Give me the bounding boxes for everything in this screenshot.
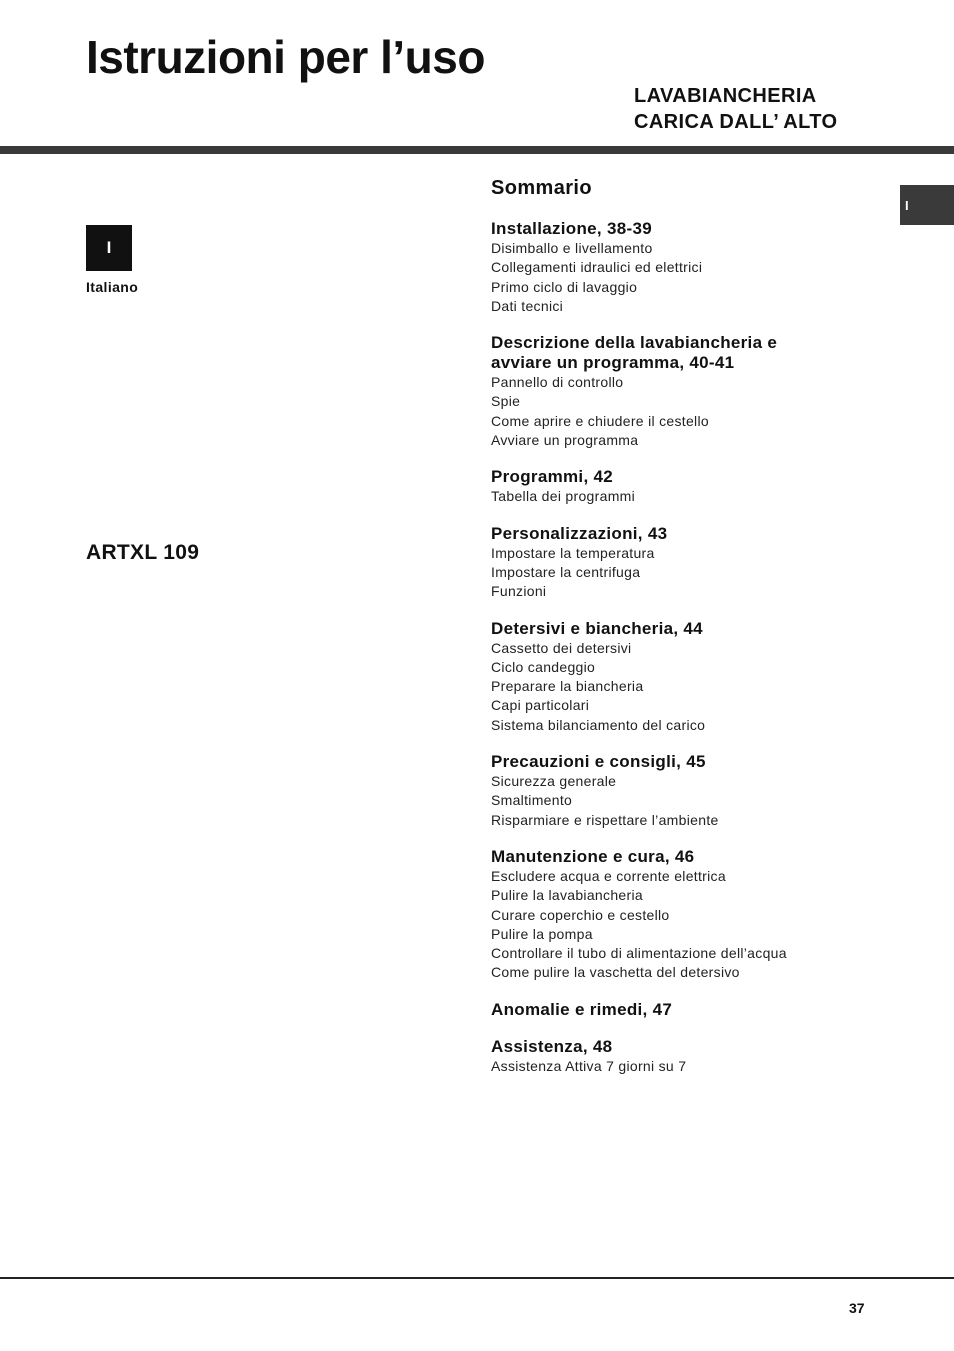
toc-section-title[interactable]: Precauzioni e consigli, 45	[491, 752, 706, 772]
toc-section-title[interactable]: Descrizione della lavabiancheria e avviare un programma, 40-41	[491, 333, 778, 373]
toc-heading: Sommario	[491, 177, 593, 199]
toc-item-list	[491, 772, 891, 830]
toc-section-title[interactable]: Manutenzione e cura, 46	[491, 846, 695, 866]
toc-item[interactable]: Pulire la pompa	[491, 925, 593, 942]
toc-section-title[interactable]: Installazione, 38-39	[491, 219, 652, 238]
toc-section-title[interactable]: Detersivi e biancheria, 44	[491, 618, 703, 638]
footer-divider	[0, 1277, 954, 1279]
toc-section	[491, 847, 891, 983]
toc-item[interactable]: Pannello di controllo	[491, 374, 624, 391]
toc-item[interactable]: Curare coperchio e cestello	[491, 906, 670, 923]
toc-item-list	[491, 544, 891, 602]
toc-section-title[interactable]: Personalizzazioni, 43	[491, 523, 668, 543]
toc-item[interactable]: Funzioni	[491, 583, 547, 600]
toc-item[interactable]: Avviare un programma	[491, 432, 639, 449]
toc-item[interactable]: Spie	[491, 393, 521, 410]
toc-item[interactable]: Primo ciclo di lavaggio	[491, 278, 638, 295]
product-subtitle	[634, 83, 837, 135]
toc-item-list	[491, 867, 891, 983]
toc-item[interactable]: Assistenza Attiva 7 giorni su 7	[491, 1057, 687, 1074]
toc-item[interactable]: Impostare la centrifuga	[491, 563, 641, 580]
toc-section	[491, 1037, 891, 1076]
toc-item-list	[491, 639, 891, 735]
toc-item[interactable]: Dati tecnici	[491, 297, 564, 314]
toc-section	[491, 524, 891, 602]
toc-item-list	[491, 373, 891, 450]
toc-item[interactable]: Capi particolari	[491, 697, 590, 714]
toc-item[interactable]: Sicurezza generale	[491, 773, 617, 790]
toc-section	[491, 619, 891, 735]
header-divider	[0, 146, 954, 154]
toc-item[interactable]: Risparmiare e rispettare l’ambiente	[491, 811, 719, 828]
toc-item[interactable]: Cassetto dei detersivi	[491, 639, 632, 656]
language-badge: I	[86, 225, 132, 271]
subtitle-line-1: LAVABIANCHERIA	[634, 85, 817, 107]
toc-item[interactable]: Impostare la temperatura	[491, 544, 655, 561]
toc-section-title[interactable]: Programmi, 42	[491, 467, 614, 487]
toc-item[interactable]: Sistema bilanciamento del carico	[491, 716, 706, 733]
toc-section	[491, 752, 891, 830]
toc-item-list	[491, 239, 891, 316]
toc-sections	[491, 219, 891, 1076]
model-name: ARTXL 109	[86, 541, 200, 564]
toc-item[interactable]: Come aprire e chiudere il cestello	[491, 412, 709, 429]
language-label: Italiano	[86, 279, 139, 295]
toc-item[interactable]: Preparare la biancheria	[491, 678, 644, 695]
toc-item[interactable]: Tabella dei programmi	[491, 488, 636, 505]
toc-item-list	[491, 487, 891, 506]
language-side-tab: I	[900, 185, 954, 225]
toc-section	[491, 467, 891, 506]
toc-item[interactable]: Smaltimento	[491, 792, 573, 809]
toc-item[interactable]: Come pulire la vaschetta del detersivo	[491, 964, 740, 981]
toc-item[interactable]: Escludere acqua e corrente elettrica	[491, 867, 726, 884]
page-title: Istruzioni per l’uso	[86, 31, 485, 83]
toc-item-list	[491, 1057, 891, 1076]
toc-section-title[interactable]: Assistenza, 48	[491, 1036, 613, 1056]
toc-item[interactable]: Ciclo candeggio	[491, 658, 596, 675]
toc-item[interactable]: Controllare il tubo di alimentazione dell’acqua	[491, 945, 787, 962]
table-of-contents	[491, 174, 891, 1093]
toc-item[interactable]: Disimballo e livellamento	[491, 240, 653, 256]
page-number: 37	[849, 1300, 865, 1316]
subtitle-line-2: CARICA DALL’ ALTO	[634, 111, 838, 133]
toc-section	[491, 1000, 891, 1020]
toc-item[interactable]: Pulire la lavabiancheria	[491, 887, 643, 904]
toc-section-title[interactable]: Anomalie e rimedi, 47	[491, 999, 673, 1019]
toc-section	[491, 333, 891, 450]
toc-item[interactable]: Collegamenti idraulici ed elettrici	[491, 259, 703, 276]
toc-section	[491, 219, 891, 316]
